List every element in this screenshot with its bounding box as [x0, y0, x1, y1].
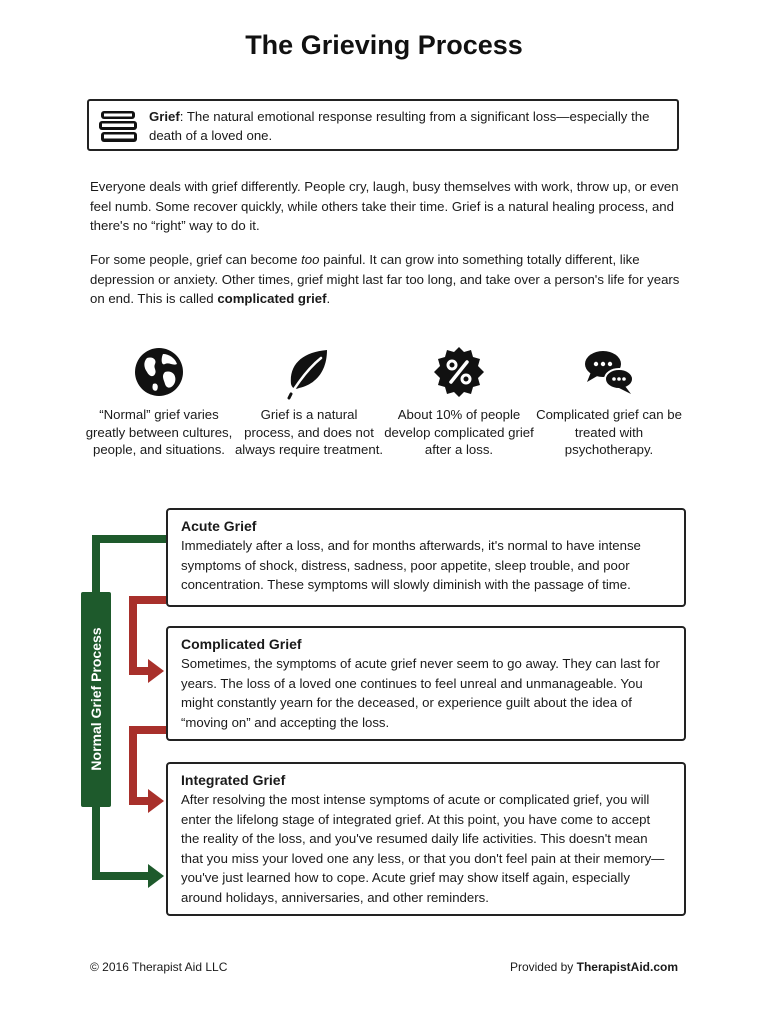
definition-term: Grief [149, 109, 180, 124]
books-icon [97, 109, 141, 145]
stage-text: Immediately after a loss, and for months afterwards, it's normal to have intense symptoms of shock, distress, sadness, poor appetite, sleep trouble, and poor concentration. These symptoms will slowly diminish with the passage of time. [181, 538, 641, 592]
definition-text [149, 107, 669, 145]
percent-badge-icon [431, 344, 487, 400]
footer-copyright: © 2016 Therapist Aid LLC [90, 960, 228, 974]
intro-paragraph-1: Everyone deals with grief differently. People cry, laugh, busy themselves with work, throw up, or even feel numb. Some recover quickly, while others take their time. Grief is a natural healing process, and there's no “right” way to do it. [90, 179, 679, 233]
complicated-grief-term: complicated grief [217, 291, 327, 306]
stage-title: Complicated Grief [181, 636, 302, 652]
fact-item: About 10% of people develop complicated grief after a loss. [384, 344, 534, 459]
stage-title: Integrated Grief [181, 772, 286, 788]
stage-text: Sometimes, the symptoms of acute grief never seem to go away. They can last for years. The loss of a loved one continues to feel unreal and unmanageable. You might constantly yearn for the deceased, or experience guilt about the idea of “moving on” and accepting the loss. [181, 656, 660, 730]
stage-acute-grief [166, 508, 686, 607]
stage-integrated-grief [166, 762, 686, 916]
stage-title: Acute Grief [181, 518, 257, 534]
normal-grief-process-label: Normal Grief Process [81, 592, 111, 807]
fact-item: Grief is a natural process, and does not always require treatment. [234, 344, 384, 459]
definition-body: : The natural emotional response resulting from a significant loss—especially the death of a loved one. [149, 109, 650, 143]
speech-bubbles-icon [581, 344, 637, 400]
fact-item: Complicated grief can be treated with psychotherapy. [534, 344, 684, 459]
footer-brand-link: TherapistAid.com [576, 960, 678, 974]
definition-box [87, 99, 679, 151]
fact-item: “Normal” grief varies greatly between cultures, people, and situations. [84, 344, 234, 459]
page-title: The Grieving Process [245, 30, 523, 60]
facts-row [84, 344, 684, 484]
globe-icon [131, 344, 187, 400]
stage-complicated-grief [166, 626, 686, 741]
footer-provided-by: Provided by TherapistAid.com [509, 960, 678, 974]
stage-text: After resolving the most intense symptoms of acute or complicated grief, you will enter the lifelong stage of integrated grief. At this point, you have come to accept the reality of the loss, and you've resumed daily life activities. This doesn't mean that you miss your loved one any less, or that you don't feel pain at their memory—you've just learned how to cope. Acute grief may show itself again, especially around holidays, anniversaries, and other reminders. [181, 792, 665, 905]
intro-paragraph-2: For some people, grief can become too painful. It can grow into something totally different, like depression or anxiety. Other times, grief might last far too long, and take over a person's life for years on end. This is called complicated grief. [90, 252, 680, 306]
leaf-icon [281, 344, 337, 400]
